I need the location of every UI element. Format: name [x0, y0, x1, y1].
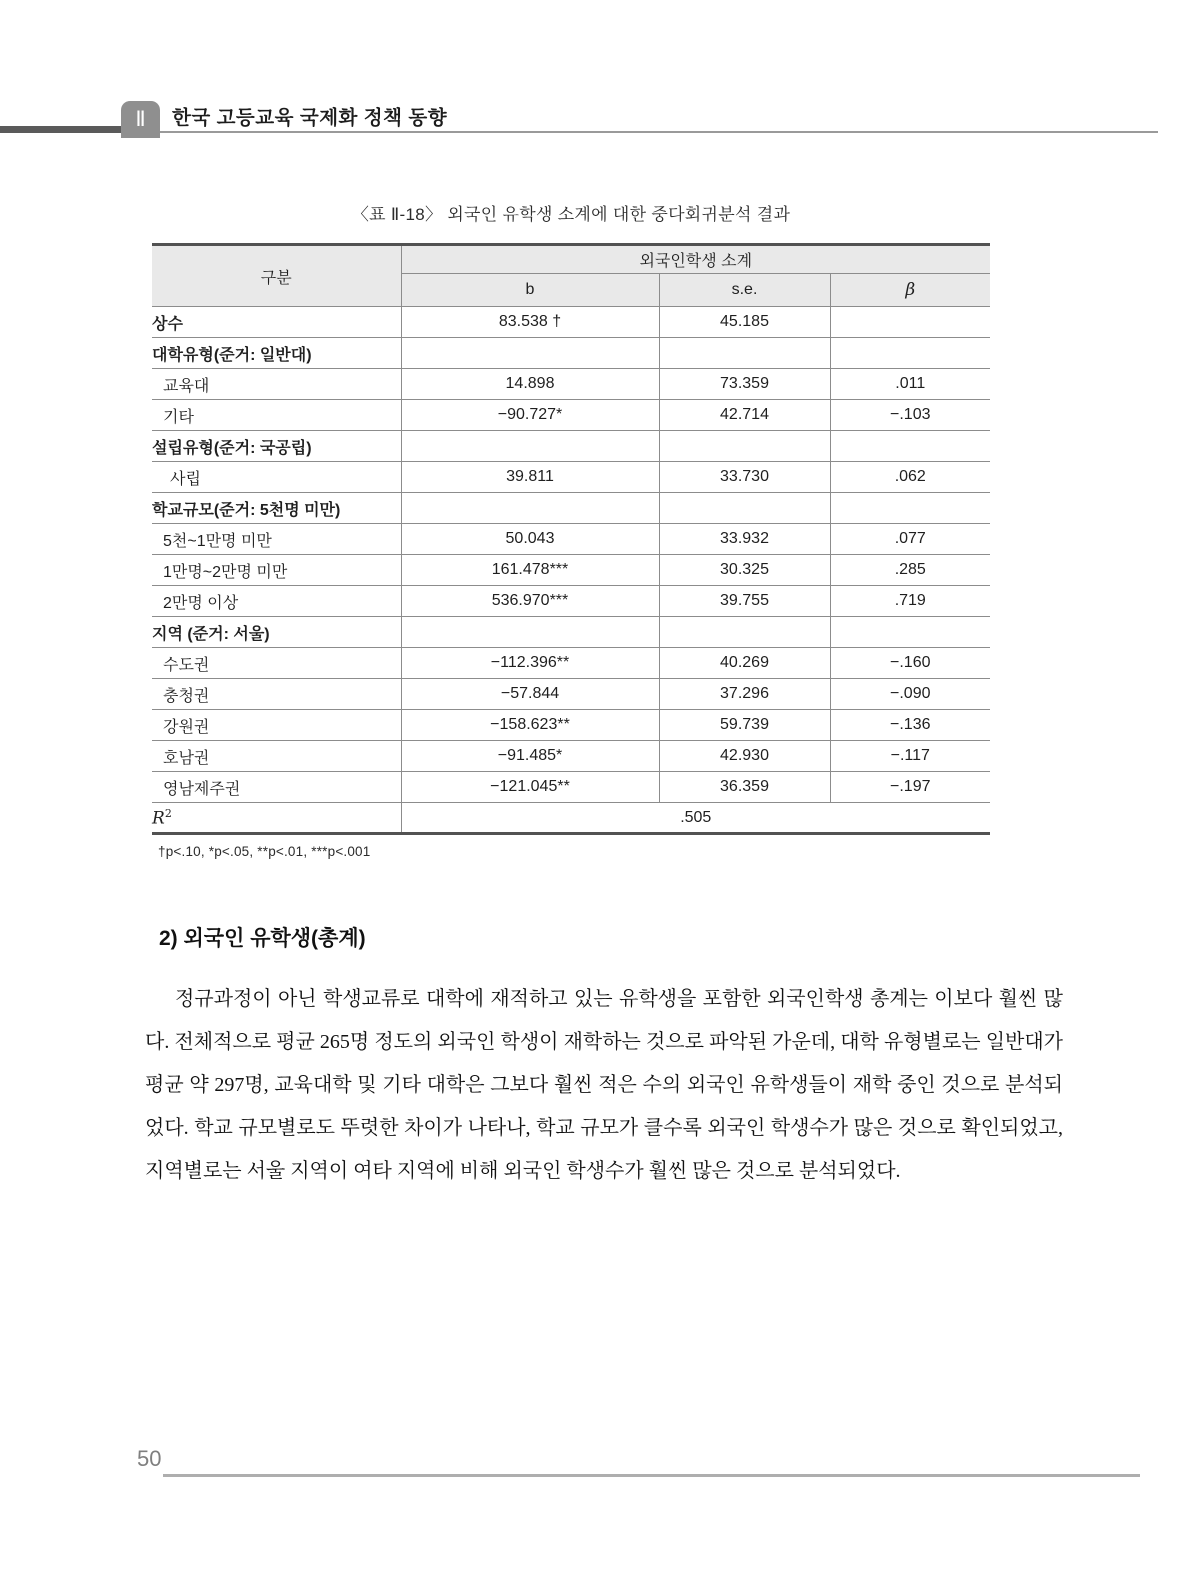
cell-se — [659, 431, 830, 462]
cell-beta: .062 — [830, 462, 990, 493]
row-label: 1만명~2만명 미만 — [152, 555, 401, 586]
table-row — [152, 524, 990, 555]
table-row — [152, 648, 990, 679]
col-group-header: 외국인학생 소계 — [401, 245, 990, 274]
cell-beta: .285 — [830, 555, 990, 586]
cell-se: 33.932 — [659, 524, 830, 555]
r-squared-label — [152, 803, 401, 834]
cell-b: 83.538 † — [401, 307, 659, 338]
cell-beta: −.160 — [830, 648, 990, 679]
cell-beta: −.117 — [830, 741, 990, 772]
table-row — [152, 369, 990, 400]
col-header-b: b — [401, 274, 659, 307]
header-rule-left — [0, 126, 122, 133]
row-label: 호남권 — [152, 741, 401, 772]
cell-se: 45.185 — [659, 307, 830, 338]
cell-se: 59.739 — [659, 710, 830, 741]
cell-b: 536.970*** — [401, 586, 659, 617]
col-header-se: s.e. — [659, 274, 830, 307]
table-row — [152, 741, 990, 772]
cell-beta — [830, 431, 990, 462]
table-body — [152, 307, 990, 803]
cell-se — [659, 617, 830, 648]
cell-b: 14.898 — [401, 369, 659, 400]
table-row — [152, 772, 990, 803]
table-caption: 〈표 Ⅱ-18〉 외국인 유학생 소계에 대한 중다회귀분석 결과 — [351, 205, 791, 224]
table-row — [152, 400, 990, 431]
r-squared-value: .505 — [401, 803, 990, 834]
cell-se: 36.359 — [659, 772, 830, 803]
col-header-gubun: 구분 — [152, 245, 401, 307]
row-label: 대학유형(준거: 일반대) — [152, 338, 401, 369]
table-footnote: †p<.10, *p<.05, **p<.01, ***p<.001 — [158, 844, 371, 859]
col-header-beta: β — [830, 274, 990, 307]
cell-se — [659, 338, 830, 369]
table-row — [152, 710, 990, 741]
r-squared-base: R — [152, 808, 165, 829]
cell-se: 42.930 — [659, 741, 830, 772]
cell-se: 33.730 — [659, 462, 830, 493]
row-label: 2만명 이상 — [152, 586, 401, 617]
cell-se: 42.714 — [659, 400, 830, 431]
cell-se: 39.755 — [659, 586, 830, 617]
table-row — [152, 431, 990, 462]
footer-rule — [163, 1474, 1140, 1477]
cell-b — [401, 493, 659, 524]
cell-se: 30.325 — [659, 555, 830, 586]
page-number: 50 — [137, 1446, 162, 1471]
row-label: 학교규모(준거: 5천명 미만) — [152, 493, 401, 524]
cell-se — [659, 493, 830, 524]
cell-beta: −.090 — [830, 679, 990, 710]
cell-se: 73.359 — [659, 369, 830, 400]
row-label: 강원권 — [152, 710, 401, 741]
section-heading: 2) 외국인 유학생(총계) — [159, 927, 366, 950]
table-header — [152, 245, 990, 307]
cell-b — [401, 617, 659, 648]
regression-table — [152, 243, 990, 835]
chapter-badge: Ⅱ — [121, 101, 160, 138]
page-header-title: 한국 고등교육 국제화 정책 동향 — [172, 107, 448, 129]
cell-beta: −.197 — [830, 772, 990, 803]
cell-beta: −.136 — [830, 710, 990, 741]
table-row — [152, 338, 990, 369]
cell-b: −90.727* — [401, 400, 659, 431]
cell-b: −57.844 — [401, 679, 659, 710]
cell-b: 39.811 — [401, 462, 659, 493]
row-label: 5천~1만명 미만 — [152, 524, 401, 555]
cell-beta — [830, 617, 990, 648]
cell-se: 40.269 — [659, 648, 830, 679]
table-row — [152, 555, 990, 586]
cell-beta: .011 — [830, 369, 990, 400]
cell-b — [401, 338, 659, 369]
table-row — [152, 617, 990, 648]
row-label: 기타 — [152, 400, 401, 431]
cell-b: −158.623** — [401, 710, 659, 741]
table-row — [152, 462, 990, 493]
row-label: 교육대 — [152, 369, 401, 400]
cell-b: 161.478*** — [401, 555, 659, 586]
table-row — [152, 307, 990, 338]
cell-beta — [830, 307, 990, 338]
cell-beta: −.103 — [830, 400, 990, 431]
row-label: 사립 — [152, 462, 401, 493]
table-row — [152, 586, 990, 617]
row-label: 영남제주권 — [152, 772, 401, 803]
cell-beta: .077 — [830, 524, 990, 555]
cell-b: −121.045** — [401, 772, 659, 803]
table-block — [152, 200, 990, 859]
row-label: 지역 (준거: 서울) — [152, 617, 401, 648]
table-row — [152, 493, 990, 524]
row-label: 설립유형(준거: 국공립) — [152, 431, 401, 462]
cell-se: 37.296 — [659, 679, 830, 710]
table-footer-row — [152, 803, 990, 834]
cell-b: 50.043 — [401, 524, 659, 555]
cell-beta — [830, 338, 990, 369]
row-label: 상수 — [152, 307, 401, 338]
table-row — [152, 679, 990, 710]
cell-b: −112.396** — [401, 648, 659, 679]
r-squared-exponent: 2 — [164, 806, 172, 820]
row-label: 충청권 — [152, 679, 401, 710]
body-section — [145, 922, 1063, 1193]
body-paragraph: 정규과정이 아닌 학생교류로 대학에 재적하고 있는 유학생을 포함한 외국인학생 총계는 이보다 훨씬 많다. 전체적으로 평균 265명 정도의 외국인 학생이 재학하는 것으로 파악된 가운데, 대학 유형별로는 일반대가 평균 약 297명, 교육대학 및 기타 대학은 그보다 훨씬 적은 수의 외국인 유학생들이 재학 중인 것으로 분석되었다. 학교 규모별로도 뚜렷한 차이가 나타나, 학교 규모가 클수록 외국인 학생수가 많은 것으로 확인되었고, 지역별로는 서울 지역이 여타 지역에 비해 외국인 학생수가 훨씬 많은 것으로 분석되었다. — [145, 988, 1063, 1182]
cell-b — [401, 431, 659, 462]
row-label: 수도권 — [152, 648, 401, 679]
cell-beta — [830, 493, 990, 524]
cell-b: −91.485* — [401, 741, 659, 772]
cell-beta: .719 — [830, 586, 990, 617]
